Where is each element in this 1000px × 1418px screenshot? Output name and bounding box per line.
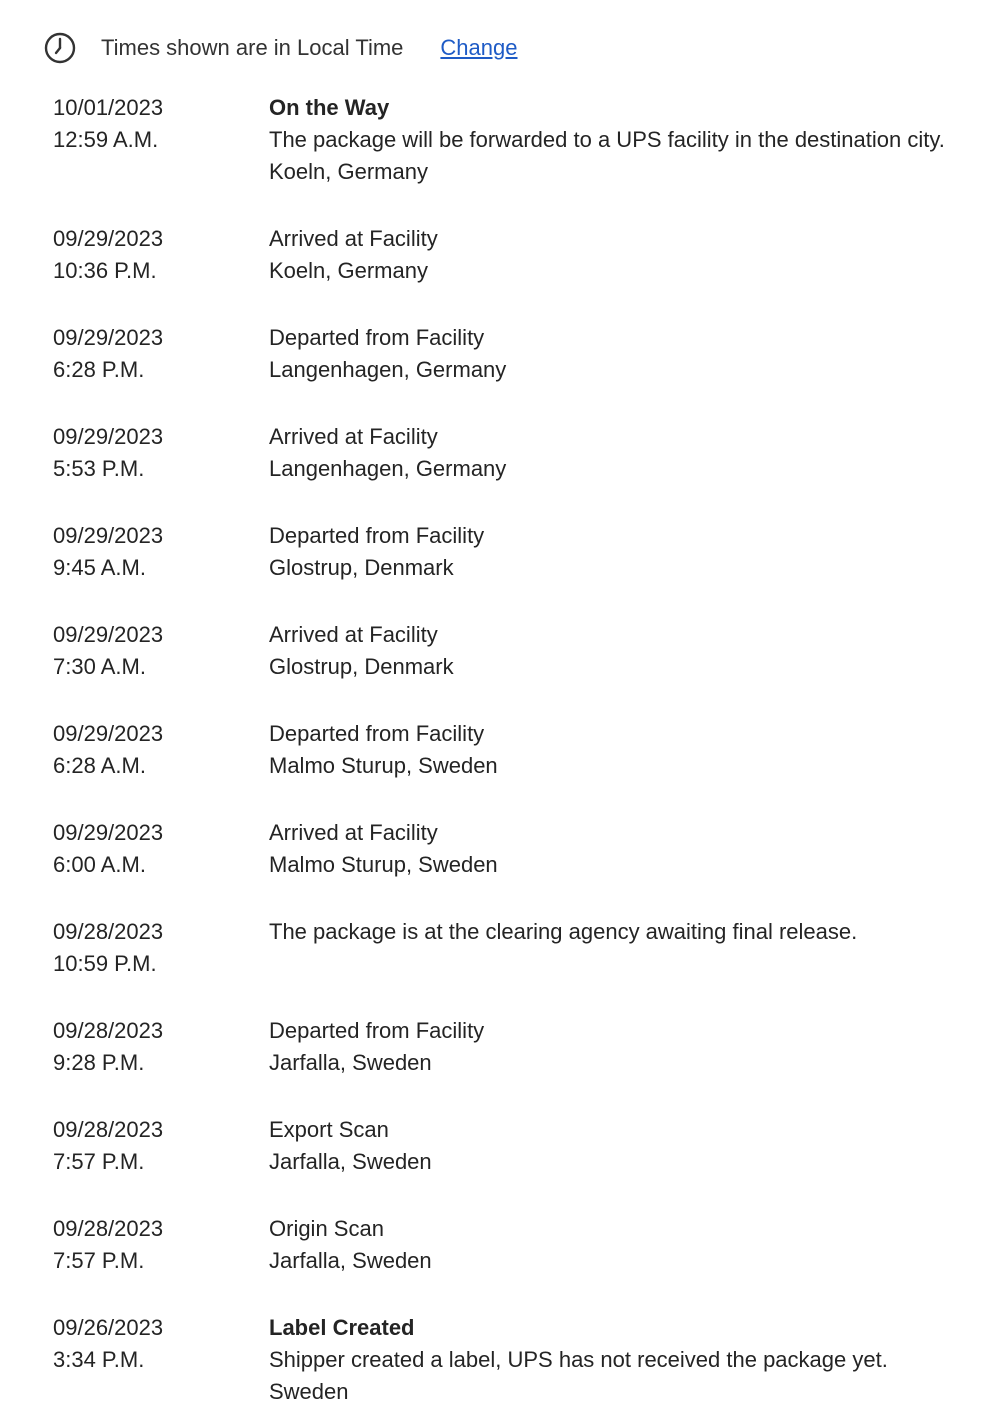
event-datetime	[53, 619, 253, 683]
event-description	[269, 322, 984, 386]
event-date: 09/26/2023	[53, 1315, 164, 1340]
event-datetime	[53, 916, 253, 980]
event-date: 09/28/2023	[53, 919, 164, 944]
event-date: 09/29/2023	[53, 622, 164, 647]
event-detail: Shipper created a label, UPS has not received the package yet.	[269, 1347, 888, 1372]
event-datetime	[53, 322, 253, 386]
event-location: Malmo Sturup, Sweden	[269, 852, 498, 877]
event-time: 10:59 P.M.	[53, 951, 157, 976]
event-status: Departed from Facility	[269, 721, 485, 746]
event-location: Koeln, Germany	[269, 159, 428, 184]
change-timezone-link[interactable]: Change	[440, 35, 518, 60]
event-description	[269, 619, 984, 683]
event-datetime	[53, 223, 253, 287]
event-date: 09/28/2023	[53, 1216, 164, 1241]
event-description	[269, 718, 984, 782]
event-status: The package is at the clearing agency awaiting final release.	[269, 919, 858, 944]
event-status: Arrived at Facility	[269, 622, 438, 647]
event-location: Jarfalla, Sweden	[269, 1149, 432, 1174]
event-location: Glostrup, Denmark	[269, 555, 454, 580]
event-time: 3:34 P.M.	[53, 1347, 145, 1372]
clock-icon	[44, 32, 76, 64]
event-date: 09/29/2023	[53, 226, 164, 251]
event-location: Langenhagen, Germany	[269, 456, 507, 481]
event-description	[269, 1213, 984, 1277]
event-datetime	[53, 1015, 253, 1079]
event-time: 6:28 P.M.	[53, 357, 145, 382]
event-location: Langenhagen, Germany	[269, 357, 507, 382]
event-location: Malmo Sturup, Sweden	[269, 753, 498, 778]
event-datetime	[53, 1312, 253, 1376]
event-status: Label Created	[269, 1315, 415, 1340]
event-datetime	[53, 1213, 253, 1277]
event-description	[269, 1015, 984, 1079]
event-description	[269, 916, 984, 948]
timezone-label: Times shown are in Local Time	[101, 35, 404, 60]
event-location: Jarfalla, Sweden	[269, 1248, 432, 1273]
event-location: Sweden	[269, 1379, 349, 1404]
event-status: Arrived at Facility	[269, 424, 438, 449]
event-detail: The package will be forwarded to a UPS facility in the destination city.	[269, 127, 945, 152]
event-description	[269, 817, 984, 881]
event-description	[269, 1312, 984, 1408]
event-date: 09/29/2023	[53, 721, 164, 746]
event-status: Origin Scan	[269, 1216, 384, 1241]
event-datetime	[53, 718, 253, 782]
event-description	[269, 1114, 984, 1178]
event-status: On the Way	[269, 95, 390, 120]
event-datetime	[53, 817, 253, 881]
event-time: 5:53 P.M.	[53, 456, 145, 481]
event-datetime	[53, 421, 253, 485]
event-date: 09/29/2023	[53, 820, 164, 845]
event-time: 9:28 P.M.	[53, 1050, 145, 1075]
event-date: 09/29/2023	[53, 523, 164, 548]
event-time: 7:57 P.M.	[53, 1248, 145, 1273]
event-time: 12:59 A.M.	[53, 127, 159, 152]
event-date: 09/28/2023	[53, 1018, 164, 1043]
event-status: Export Scan	[269, 1117, 389, 1142]
event-datetime	[53, 92, 253, 156]
event-status: Arrived at Facility	[269, 226, 438, 251]
event-description	[269, 223, 984, 287]
event-time: 6:00 A.M.	[53, 852, 146, 877]
event-time: 6:28 A.M.	[53, 753, 146, 778]
event-date: 09/29/2023	[53, 424, 164, 449]
event-location: Koeln, Germany	[269, 258, 428, 283]
event-status: Departed from Facility	[269, 523, 485, 548]
event-date: 09/28/2023	[53, 1117, 164, 1142]
event-date: 10/01/2023	[53, 95, 164, 120]
event-time: 10:36 P.M.	[53, 258, 157, 283]
event-description	[269, 92, 984, 188]
event-date: 09/29/2023	[53, 325, 164, 350]
event-time: 7:57 P.M.	[53, 1149, 145, 1174]
event-datetime	[53, 520, 253, 584]
event-status: Departed from Facility	[269, 1018, 485, 1043]
event-time: 7:30 A.M.	[53, 654, 146, 679]
event-time: 9:45 A.M.	[53, 555, 146, 580]
event-location: Jarfalla, Sweden	[269, 1050, 432, 1075]
event-description	[269, 421, 984, 485]
event-description	[269, 520, 984, 584]
event-datetime	[53, 1114, 253, 1178]
event-location: Glostrup, Denmark	[269, 654, 454, 679]
event-status: Departed from Facility	[269, 325, 485, 350]
timezone-bar	[44, 31, 518, 65]
event-status: Arrived at Facility	[269, 820, 438, 845]
